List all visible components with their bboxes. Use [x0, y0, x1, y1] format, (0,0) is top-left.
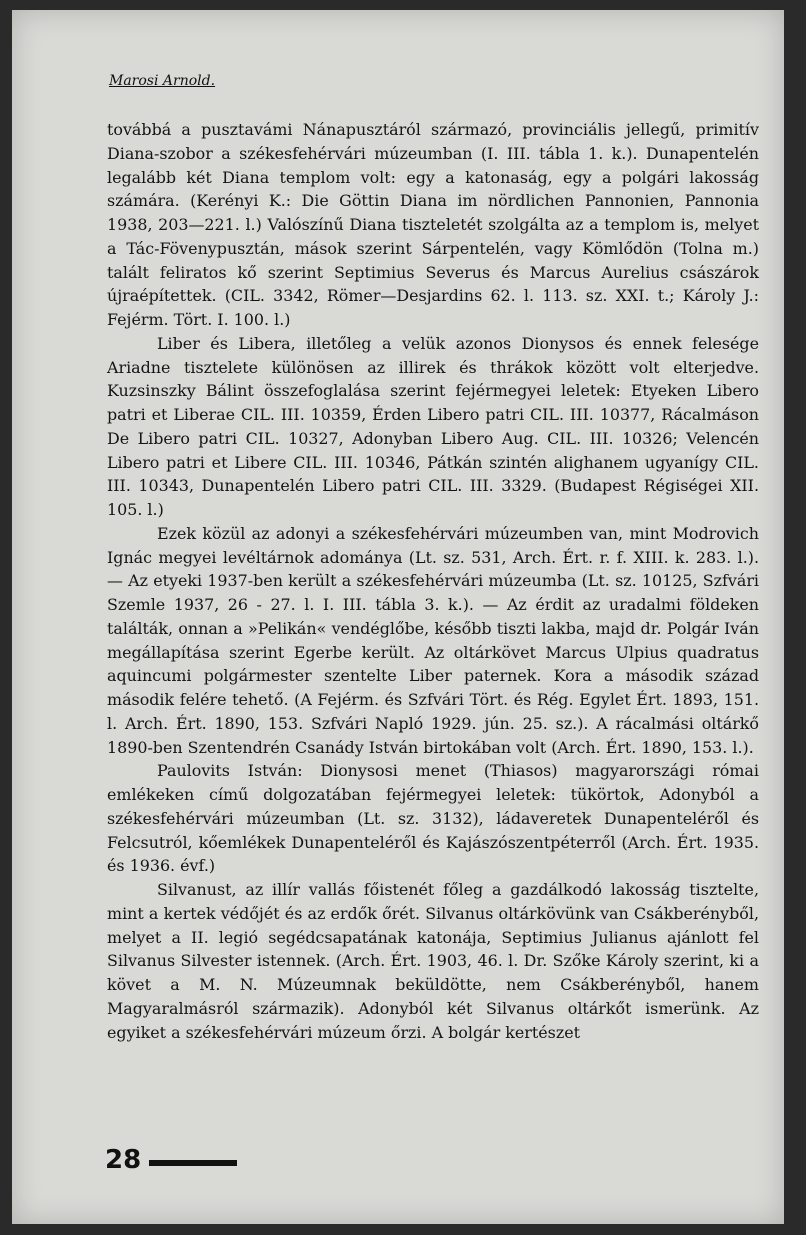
- paragraph: Paulovits István: Dionysosi menet (Thiasos) magyarországi római emlékeken című dolgozatában fejérmegyei leletek: tükörtok, Adonyból a székesfehérvári múzeumban (Lt. sz. 3132), ládaveretek Dunapenteléről és Felcsutról, kőemlékek Dunapenteléről és Kajászószentpéterről (Arch. Ért. 1935. és 1936. évf.): [107, 761, 759, 876]
- paragraph: Ezek közül az adonyi a székesfehérvári múzeumben van, mint Modrovich Ignác megyei levéltárnok adománya (Lt. sz. 531, Arch. Ért. r. f. XIII. k. 283. l.). — Az etyeki 1937-ben került a székesfehérvári múzeumba (Lt. sz. 10125, Szfvári Szemle 1937, 26 - 27. l. I. III. tábla 3. k.). — Az érdit az uradalmi földeken találták, onnan a »Pelikán« vendéglőbe, később tiszti lakba, majd dr. Polgár Iván megállapítása szerint Egerbe került. Az oltárkövet Marcus Ulpius quadratus aquincumi polgármester szentelte Liber paternek. Kora a második század második felére tehető. (A Fejérm. és Szfvári Tört. és Rég. Egylet Ért. 1893, 151. l. Arch. Ért. 1890, 153. Szfvári Napló 1929. jún. 25. sz.). A rácalmási oltárkő 1890-ben Szentendrén Csanády István birtokában volt (Arch. Ért. 1890, 153. l.).: [107, 523, 759, 757]
- paragraph: továbbá a pusztavámi Nánapusztáról származó, provinciális jellegű, primitív Diana-szobor a székesfehérvári múzeumban (I. III. tábla 1. k.). Dunapentelén legalább két Diana templom volt: egy a katonaság, egy a polgári lakosság számára. (Kerényi K.: Die Göttin Diana im nördlichen Pannonien, Pannonia 1938, 203—221. l.) Valószínű Diana tiszteletét szolgálta az a templom is, melyet a Tác-Fövenypusztán, mások szerint Sárpentelén, vagy Kömlődön (Tolna m.) talált feliratos kő szerint Septimius Severus és Marcus Aurelius császárok újraépítettek. (CIL. 3342, Römer—Desjardins 62. l. 113. sz. XXI. t.; Károly J.: Fejérm. Tört. I. 100. l.): [107, 120, 759, 329]
- document-page: [12, 10, 784, 1224]
- body-text: [107, 118, 759, 1044]
- page-number: 28: [105, 1145, 142, 1175]
- paragraph: Liber és Libera, illetőleg a velük azonos Dionysos és ennek felesége Ariadne tisztelete különösen az illirek és thrákok között volt elterjedve. Kuzsinszky Bálint összefoglalása szerint fejérmegyei leletek: Etyeken Libero patri et Liberae CIL. III. 10359, Érden Libero patri CIL. III. 10377, Rácalmáson De Libero patri CIL. 10327, Adonyban Libero Aug. CIL. III. 10326; Velencén Libero patri et Libere CIL. III. 10346, Pátkán szintén alighanem ugyanígy CIL. III. 10343, Dunapentelén Libero patri CIL. III. 3329. (Budapest Régiségei XII. 105. l.): [107, 333, 759, 519]
- running-head: Marosi Arnold.: [109, 73, 216, 89]
- footer-rule: [149, 1160, 237, 1166]
- paragraph: Silvanust, az illír vallás főistenét főleg a gazdálkodó lakosság tisztelte, mint a kertek védőjét és az erdők őrét. Silvanus oltárkövünk van Csákberényből, melyet a II. legió segédcsapatának katonája, Septimius Julianus ajánlott fel Silvanus Silvester istennek. (Arch. Ért. 1903, 46. l. Dr. Szőke Károly szerint, ki a követ a M. N. Múzeumnak beküldötte, nem Csákberényből, hanem Magyaralmásról származik). Adonyból két Silvanus oltárkőt ismerünk. Az egyiket a székesfehérvári múzeum őrzi. A bolgár kertészet: [107, 880, 759, 1042]
- page-footer: [105, 1145, 237, 1175]
